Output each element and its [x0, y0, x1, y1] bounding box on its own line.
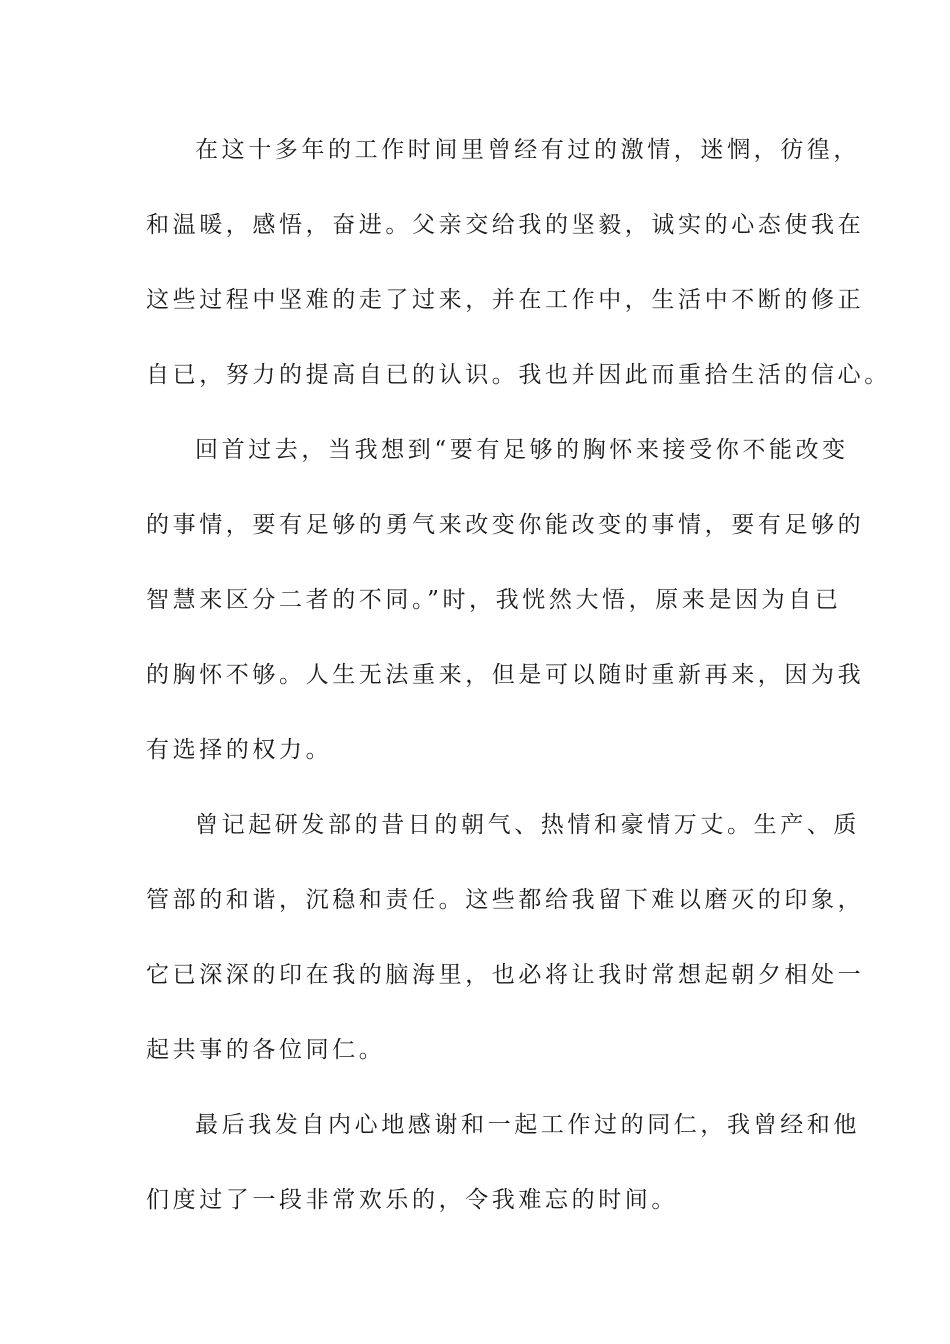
paragraph-2-line-4: 的胸怀不够。人生无法重来，但是可以随时重新再来，因为我: [146, 662, 865, 688]
body-text: [146, 128, 891, 1253]
paragraph-3-line-4: 起共事的各位同仁。: [146, 1037, 386, 1063]
paragraph-1-line-4: 自已，努力的提高自已的认识。我也并因此而重拾生活的信心。: [146, 362, 891, 388]
paragraph-2-line-5: 有选择的权力。: [146, 737, 333, 763]
paragraph-1-line-2: 和温暖，感悟，奋进。父亲交给我的坚毅，诚实的心态使我在: [146, 212, 865, 238]
paragraph-2-line-2: 的事情，要有足够的勇气来改变你能改变的事情，要有足够的: [146, 512, 865, 538]
paragraph-3-line-1: 曾记起研发部的昔日的朝气、热情和豪情万丈。生产、质: [195, 812, 860, 838]
paragraph-3-line-2: 管部的和谐，沉稳和责任。这些都给我留下难以磨灭的印象，: [146, 887, 865, 913]
paragraph-2-line-1: 回首过去，当我想到“要有足够的胸怀来接受你不能改变: [195, 437, 849, 463]
paragraph-3-line-3: 它已深深的印在我的脑海里，也必将让我时常想起朝夕相处一: [146, 962, 865, 988]
paragraph-1-line-1: 在这十多年的工作时间里曾经有过的激情，迷惘，彷徨，: [195, 137, 860, 163]
paragraph-4-line-1: 最后我发自内心地感谢和一起工作过的同仁，我曾经和他: [195, 1112, 860, 1138]
paragraph-1-line-3: 这些过程中坚难的走了过来，并在工作中，生活中不断的修正: [146, 287, 865, 313]
paragraph-4-line-2: 们度过了一段非常欢乐的，令我难忘的时间。: [146, 1187, 678, 1213]
paragraph-2-line-3: 智慧来区分二者的不同。”时，我恍然大悟，原来是因为自已: [146, 587, 842, 613]
